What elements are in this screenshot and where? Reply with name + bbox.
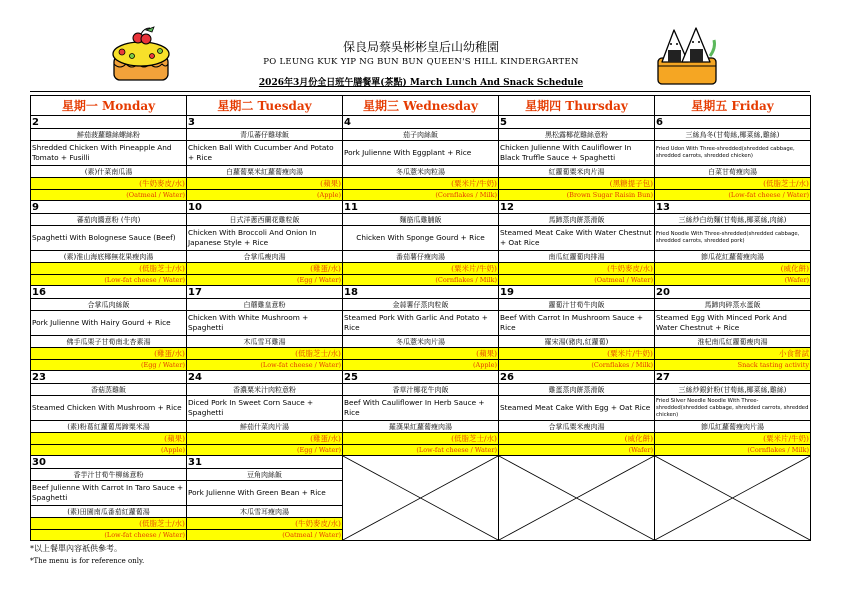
- dish-name-en: Steamed Meat Cake With Water Chestnut + Oat Rice: [499, 226, 655, 251]
- dish-name-cn: 茄子肉絲飯: [343, 129, 499, 141]
- date-number: 18: [343, 286, 499, 299]
- soup-name: (素)粉葛紅蘿蔔馬蹄粟米湯: [31, 421, 187, 433]
- date-number: 11: [343, 201, 499, 214]
- empty-day-cell: [655, 456, 811, 541]
- soup-name: 冬瓜薏米肉片湯: [343, 336, 499, 348]
- week-4-soup-name-row: [31, 421, 811, 433]
- dish-name-cn: 三絲炒白幼麵(甘荀絲,椰菜絲,肉絲): [655, 214, 811, 226]
- soup-name: (素)淮山海底椰無花果瘦肉湯: [31, 251, 187, 263]
- dish-name-en: Beef Julienne With Carrot In Taro Sauce + Spaghetti: [31, 481, 187, 506]
- snack-en: (Low-fat cheese / Water): [655, 190, 811, 201]
- dish-name-en: Pork Julienne With Hairy Gourd + Rice: [31, 311, 187, 336]
- snack-cn: (威化餅): [499, 433, 655, 445]
- dish-name-cn: 白蘑雞皇意粉: [187, 299, 343, 311]
- snack-cn: (低脂芝士/水): [655, 178, 811, 190]
- week-4-dish-name-en-row: [31, 396, 811, 421]
- date-number: 16: [31, 286, 187, 299]
- week-3-date-number-row: [31, 286, 811, 299]
- soup-name: 節瓜花紅蘿蔔瘦肉湯: [655, 251, 811, 263]
- dish-name-en: Fried Udon With Three-shredded(shredded cabbage, shredded carrots, shredded chicken): [655, 141, 811, 166]
- snack-cn: (威化餅): [655, 263, 811, 275]
- dish-name-cn: 香菇蒸雞飯: [31, 384, 187, 396]
- snack-en: (Wafer): [655, 275, 811, 286]
- snack-en: (Cornflakes / Milk): [499, 360, 655, 371]
- date-number: 10: [187, 201, 343, 214]
- date-number: 20: [655, 286, 811, 299]
- soup-name: 鮮茄什菜肉片湯: [187, 421, 343, 433]
- snack-cn: (牛奶麥皮/水): [31, 178, 187, 190]
- date-number: 12: [499, 201, 655, 214]
- empty-day-cell: [499, 456, 655, 541]
- dish-name-cn: 三絲炒銀針粉(甘荀絲,椰菜絲,雞絲): [655, 384, 811, 396]
- week-1-dish-name-en-row: [31, 141, 811, 166]
- dish-name-cn: 鮮茄菠蘿雞絲螺絲粉: [31, 129, 187, 141]
- date-number: 3: [187, 116, 343, 129]
- snack-en: (Low-fat cheese / Water): [31, 275, 187, 286]
- snack-cn: (低脂芝士/水): [31, 518, 187, 530]
- snack-cn: (黑糖提子包): [499, 178, 655, 190]
- dish-name-cn: 馬蹄蒸肉餅蒸滑飯: [499, 214, 655, 226]
- week-1-dish-name-cn-row: [31, 129, 811, 141]
- soup-name: 白蘿蔔粟米紅蘿蔔瘦肉湯: [187, 166, 343, 178]
- dish-name-en: Chicken Julienne With Cauliflower In Black Truffle Sauce + Spaghetti: [499, 141, 655, 166]
- week-4-date-number-row: [31, 371, 811, 384]
- dish-name-en: Fried Silver Needle Noodle With Three-shredded(shredded cabbage, shredded carrots, shredded chicken): [655, 396, 811, 421]
- menu-table: [30, 95, 811, 541]
- snack-cn: (粟米片/牛奶): [499, 348, 655, 360]
- date-number: 17: [187, 286, 343, 299]
- dish-name-en: Spaghetti With Bolognese Sauce (Beef): [31, 226, 187, 251]
- snack-en: (Brown Sugar Raisin Bun): [499, 190, 655, 201]
- date-number: 31: [187, 456, 343, 469]
- dish-name-en: Steamed Chicken With Mushroom + Rice: [31, 396, 187, 421]
- snack-cn: (粟米片/牛奶): [343, 263, 499, 275]
- dish-name-cn: 蕃茄肉醬意粉 (牛肉): [31, 214, 187, 226]
- date-number: 19: [499, 286, 655, 299]
- soup-name: 紅蘿蔔粟米肉片湯: [499, 166, 655, 178]
- dish-name-cn: 馬蹄肉碎蒸水蛋飯: [655, 299, 811, 311]
- week-4-dish-name-cn-row: [31, 384, 811, 396]
- week-4-snack-en-row: [31, 445, 811, 456]
- week-2-snack-en-row: [31, 275, 811, 286]
- dish-name-en: Diced Pork In Sweet Corn Sauce + Spaghetti: [187, 396, 343, 421]
- dish-name-en: Steamed Meat Cake With Egg + Oat Rice: [499, 396, 655, 421]
- soup-name: 羅宋湯(豬肉,紅蘿蔔): [499, 336, 655, 348]
- snack-cn: (低脂芝士/水): [31, 263, 187, 275]
- snack-cn: (低脂芝士/水): [187, 348, 343, 360]
- dish-name-en: Chicken With Sponge Gourd + Rice: [343, 226, 499, 251]
- snack-en: (Egg / Water): [187, 445, 343, 456]
- dish-name-en: Chicken With Broccoli And Onion In Japanese Style + Rice: [187, 226, 343, 251]
- week-2-dish-name-cn-row: [31, 214, 811, 226]
- date-number: 24: [187, 371, 343, 384]
- weekday-header-row: [31, 96, 811, 116]
- snack-cn: (蘋果): [343, 348, 499, 360]
- schedule-title: 2026年3月份全日班午膳餐單(茶點) March Lunch And Snack Schedule: [258, 78, 584, 88]
- snack-cn: (蘋果): [187, 178, 343, 190]
- snack-en: (Low-fat cheese / Water): [343, 445, 499, 456]
- dish-name-cn: 香濃粟米汁肉粒意粉: [187, 384, 343, 396]
- dish-name-en: Shredded Chicken With Pineapple And Tomato + Fusilli: [31, 141, 187, 166]
- week-1-snack-cn-row: [31, 178, 811, 190]
- week-3-snack-cn-row: [31, 348, 811, 360]
- date-number: 5: [499, 116, 655, 129]
- date-number: 2: [31, 116, 187, 129]
- date-number: 9: [31, 201, 187, 214]
- snack-cn: (雞蛋/水): [31, 348, 187, 360]
- date-number: 25: [343, 371, 499, 384]
- date-number: 27: [655, 371, 811, 384]
- empty-day-cell: [343, 456, 499, 541]
- snack-en: (Cornflakes / Milk): [655, 445, 811, 456]
- snack-cn: (牛奶麥皮/水): [499, 263, 655, 275]
- week-3-soup-name-row: [31, 336, 811, 348]
- dish-name-en: Beef With Cauliflower In Herb Sauce + Rice: [343, 396, 499, 421]
- dish-name-cn: 三絲烏冬(甘荀絲,椰菜絲,雞絲): [655, 129, 811, 141]
- dish-name-cn: 青瓜蕃仔雞球飯: [187, 129, 343, 141]
- week-1-date-number-row: [31, 116, 811, 129]
- dish-name-cn: 雞蛋蒸肉餅蒸滑飯: [499, 384, 655, 396]
- weekday-thursday: 星期四 Thursday: [499, 96, 655, 116]
- snack-cn: (雞蛋/水): [187, 433, 343, 445]
- snack-en: (Egg / Water): [187, 275, 343, 286]
- crossed-out-mark: [655, 456, 810, 540]
- snack-en: (Cornflakes / Milk): [343, 275, 499, 286]
- snack-cn: (粟米片/牛奶): [343, 178, 499, 190]
- week-3-dish-name-en-row: [31, 311, 811, 336]
- week-2-date-number-row: [31, 201, 811, 214]
- soup-name: 節瓜紅蘿蔔瘦肉片湯: [655, 421, 811, 433]
- crossed-out-mark: [343, 456, 498, 540]
- snack-en: (Low-fat cheese / Water): [31, 530, 187, 541]
- soup-name: 冬瓜薏米肉粒湯: [343, 166, 499, 178]
- snack-en: (Wafer): [499, 445, 655, 456]
- snack-cn: 小食嘗試: [655, 348, 811, 360]
- week-4-snack-cn-row: [31, 433, 811, 445]
- snack-en: (Oatmeal / Water): [187, 530, 343, 541]
- date-number: 4: [343, 116, 499, 129]
- dish-name-en: Steamed Egg With Minced Pork And Water Chestnut + Rice: [655, 311, 811, 336]
- dish-name-cn: 日式洋蔥西蘭花雞粒飯: [187, 214, 343, 226]
- crossed-out-mark: [499, 456, 654, 540]
- header-divider: [30, 91, 810, 92]
- soup-name: 淮杞南瓜紅蘿蔔瘦肉湯: [655, 336, 811, 348]
- dish-name-en: Fried Noodle With Three-shredded(shredded cabbage, shredded carrots, shredded pork): [655, 226, 811, 251]
- snack-en: (Low-fat cheese / Water): [187, 360, 343, 371]
- snack-en: (Oatmeal / Water): [499, 275, 655, 286]
- soup-name: 番茄薯仔瘦肉湯: [343, 251, 499, 263]
- dish-name-cn: 合掌瓜肉絲飯: [31, 299, 187, 311]
- soup-name: 合掌瓜粟米瘦肉湯: [499, 421, 655, 433]
- dish-name-cn: 香草汁椰花牛肉飯: [343, 384, 499, 396]
- footnote-cn: *以上餐單內容祇供參考。: [30, 544, 122, 553]
- soup-name: 白菜甘荀瘦肉湯: [655, 166, 811, 178]
- week-1-soup-name-row: [31, 166, 811, 178]
- week-2-dish-name-en-row: [31, 226, 811, 251]
- snack-en: (Oatmeal / Water): [31, 190, 187, 201]
- snack-en: Snack tasting activity: [655, 360, 811, 371]
- page-header: [0, 0, 842, 92]
- date-number: 6: [655, 116, 811, 129]
- weekday-tuesday: 星期二 Tuesday: [187, 96, 343, 116]
- week-2-snack-cn-row: [31, 263, 811, 275]
- snack-en: (Egg / Water): [31, 360, 187, 371]
- week-3-snack-en-row: [31, 360, 811, 371]
- footnote-en: *The menu is for reference only.: [30, 557, 145, 565]
- date-number: 30: [31, 456, 187, 469]
- weekday-wednesday: 星期三 Wednesday: [343, 96, 499, 116]
- school-name-cn: 保良局蔡吳彬彬皇后山幼稚園: [342, 40, 499, 54]
- snack-en: (Apple): [187, 190, 343, 201]
- snack-en: (Cornflakes / Milk): [343, 190, 499, 201]
- soup-name: 木瓜雪耳雞湯: [187, 336, 343, 348]
- dish-name-cn: 黑松露椰花雞絲意粉: [499, 129, 655, 141]
- weekday-friday: 星期五 Friday: [655, 96, 811, 116]
- soup-name: 合掌瓜瘦肉湯: [187, 251, 343, 263]
- soup-name: 木瓜雪耳瘦肉湯: [187, 506, 343, 518]
- school-name-en: PO LEUNG KUK YIP NG BUN BUN QUEEN'S HILL KINDERGARTEN: [263, 57, 579, 67]
- dish-name-en: Pork Julienne With Green Bean + Rice: [187, 481, 343, 506]
- dish-name-en: Steamed Pork With Garlic And Potato + Rice: [343, 311, 499, 336]
- dish-name-cn: 金蒜薯仔蒸肉粒飯: [343, 299, 499, 311]
- dish-name-en: Beef With Carrot In Mushroom Sauce + Rice: [499, 311, 655, 336]
- dish-name-cn: 豆角肉絲飯: [187, 469, 343, 481]
- dish-name-en: Chicken Ball With Cucumber And Potato + Rice: [187, 141, 343, 166]
- snack-cn: (粟米片/牛奶): [655, 433, 811, 445]
- week-3-dish-name-cn-row: [31, 299, 811, 311]
- week-1-snack-en-row: [31, 190, 811, 201]
- snack-en: (Apple): [31, 445, 187, 456]
- dish-name-cn: 香芋汁甘荀牛柳絲意粉: [31, 469, 187, 481]
- dish-name-en: Pork Julienne With Eggplant + Rice: [343, 141, 499, 166]
- rice-ball-bento-icon: [652, 22, 722, 88]
- snack-cn: (牛奶麥皮/水): [187, 518, 343, 530]
- snack-cn: (低脂芝士/水): [343, 433, 499, 445]
- soup-name: 佛手瓜栗子甘荀南北杏素湯: [31, 336, 187, 348]
- snack-cn: (雞蛋/水): [187, 263, 343, 275]
- weekday-monday: 星期一 Monday: [31, 96, 187, 116]
- snack-cn: (蘋果): [31, 433, 187, 445]
- dish-name-en: Chicken With White Mushroom + Spaghetti: [187, 311, 343, 336]
- soup-name: (素)田園南瓜番茄紅蘿蔔湯: [31, 506, 187, 518]
- soup-name: (素)什菜南瓜湯: [31, 166, 187, 178]
- date-number: 23: [31, 371, 187, 384]
- dish-name-cn: 麵筋瓜雞脯飯: [343, 214, 499, 226]
- week-2-soup-name-row: [31, 251, 811, 263]
- week-5-date-number-row: [31, 456, 811, 469]
- dish-name-cn: 蘿蔔汁甘荀牛肉飯: [499, 299, 655, 311]
- snack-en: (Apple): [343, 360, 499, 371]
- date-number: 26: [499, 371, 655, 384]
- date-number: 13: [655, 201, 811, 214]
- soup-name: 羅漢果紅蘿蔔瘦肉湯: [343, 421, 499, 433]
- soup-name: 南瓜紅蘿蔔肉排湯: [499, 251, 655, 263]
